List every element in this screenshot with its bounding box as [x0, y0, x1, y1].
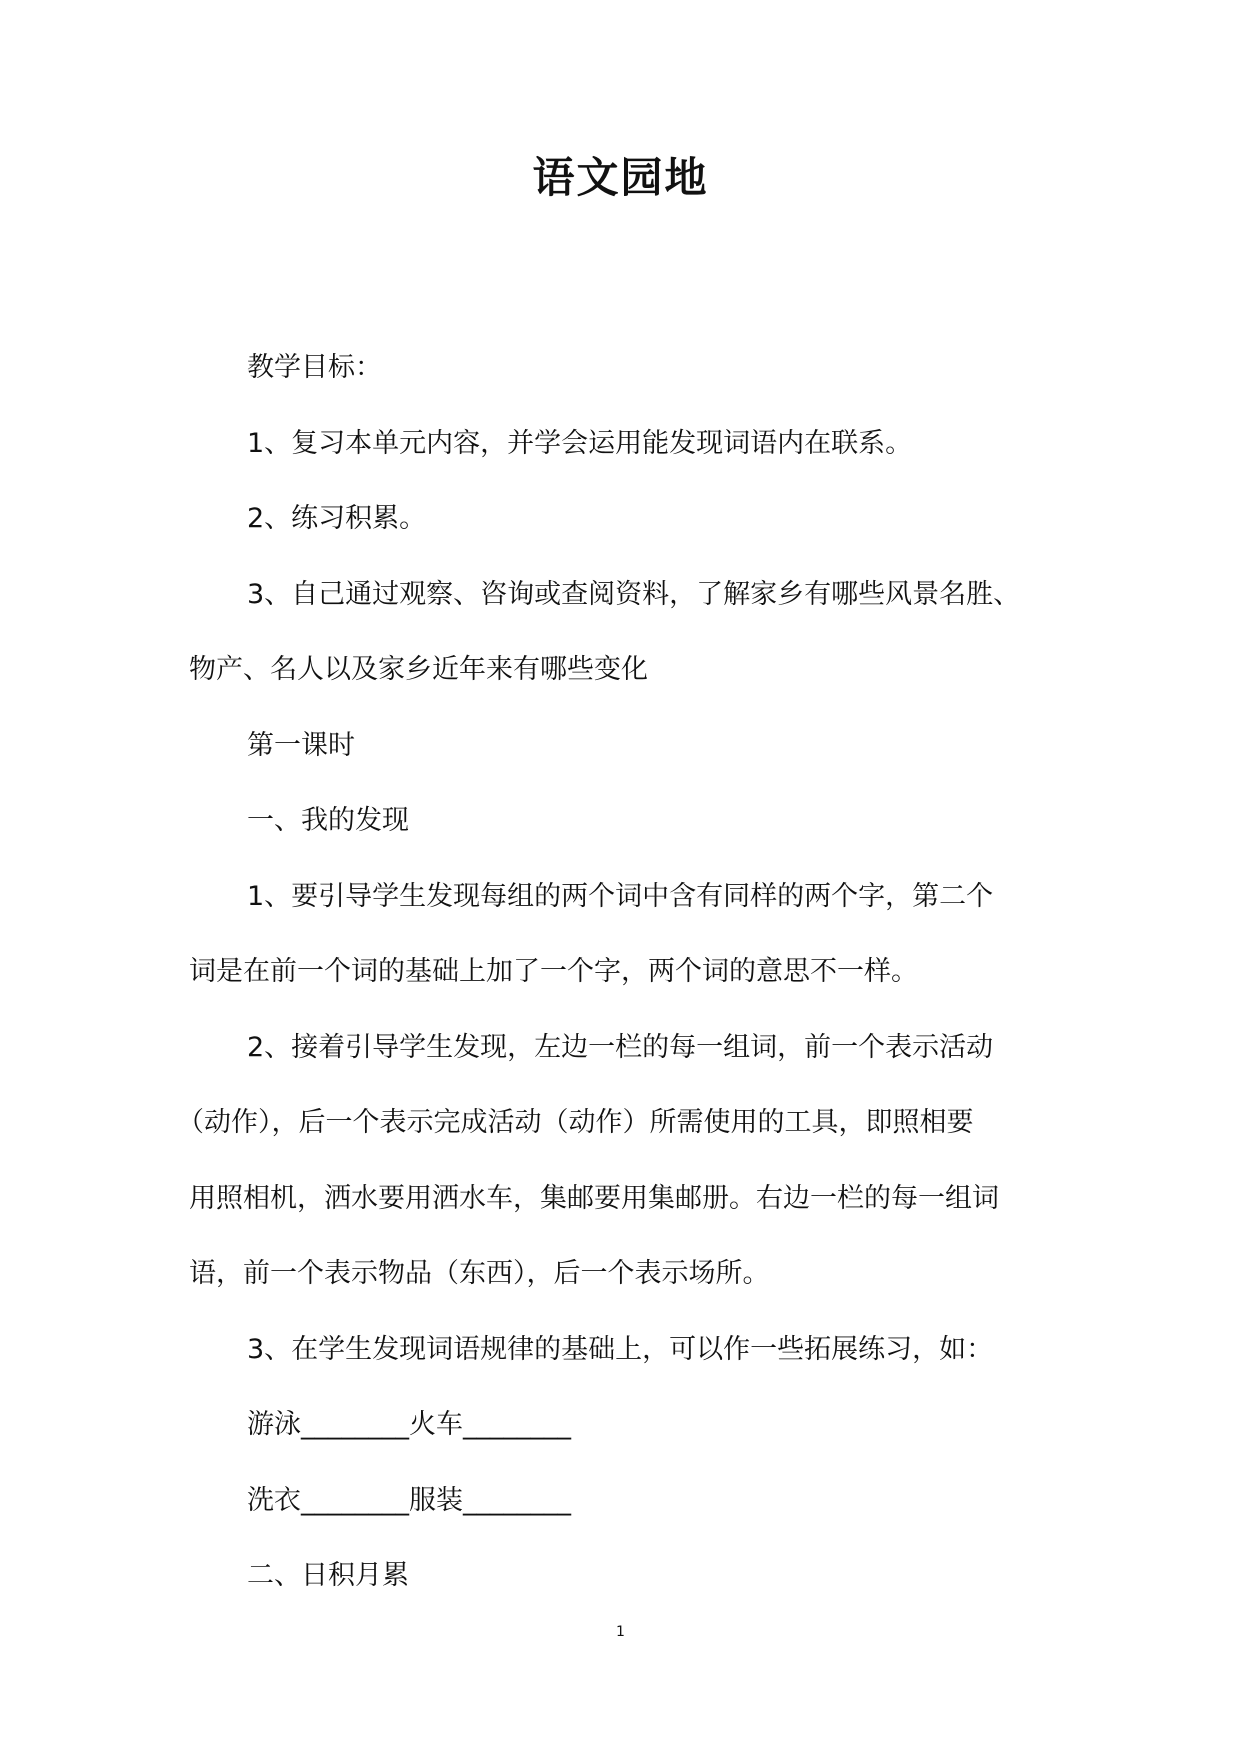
paragraph-objective-2: 2、练习积累。 [247, 503, 427, 534]
paragraph-discovery-1-continued: 词是在前一个词的基础上加了一个字，两个词的意思不一样。 [189, 956, 918, 987]
paragraph-objective-3-continued: 物产、名人以及家乡近年来有哪些变化 [189, 654, 648, 685]
paragraph-objective-3: 3、自己通过观察、咨询或查阅资料，了解家乡有哪些风景名胜、 [247, 578, 1021, 610]
paragraph-discovery-2-continued-c: 语，前一个表示物品（东西），后一个表示场所。 [189, 1258, 770, 1289]
page-number: 1 [616, 1624, 625, 1640]
paragraph-discovery-2: 2、接着引导学生发现，左边一栏的每一组词，前一个表示活动 [247, 1031, 994, 1063]
paragraph-exercise-1: 游泳________火车________ [247, 1409, 571, 1440]
document-title: 语文园地 [532, 153, 709, 202]
paragraph-exercise-2: 洗衣________服装________ [247, 1484, 571, 1516]
paragraph-section-daily-accumulation: 二、日积月累 [247, 1560, 409, 1591]
paragraph-discovery-1: 1、要引导学生发现每组的两个词中含有同样的两个字，第二个 [247, 880, 994, 912]
paragraph-discovery-2-continued-b: 用照相机，洒水要用洒水车，集邮要用集邮册。右边一栏的每一组词 [189, 1182, 999, 1214]
document-body [177, 330, 1069, 1614]
paragraph-first-lesson: 第一课时 [247, 729, 355, 761]
paragraph-section-my-discovery: 一、我的发现 [247, 805, 409, 836]
paragraph-discovery-3: 3、在学生发现词语规律的基础上，可以作一些拓展练习，如： [247, 1333, 994, 1365]
paragraph-objective-1: 1、复习本单元内容，并学会运用能发现词语内在联系。 [247, 427, 913, 459]
paragraph-objectives-heading: 教学目标： [247, 352, 382, 383]
paragraph-discovery-2-continued-a: （动作），后一个表示完成活动（动作）所需使用的工具，即照相要 [177, 1107, 974, 1138]
